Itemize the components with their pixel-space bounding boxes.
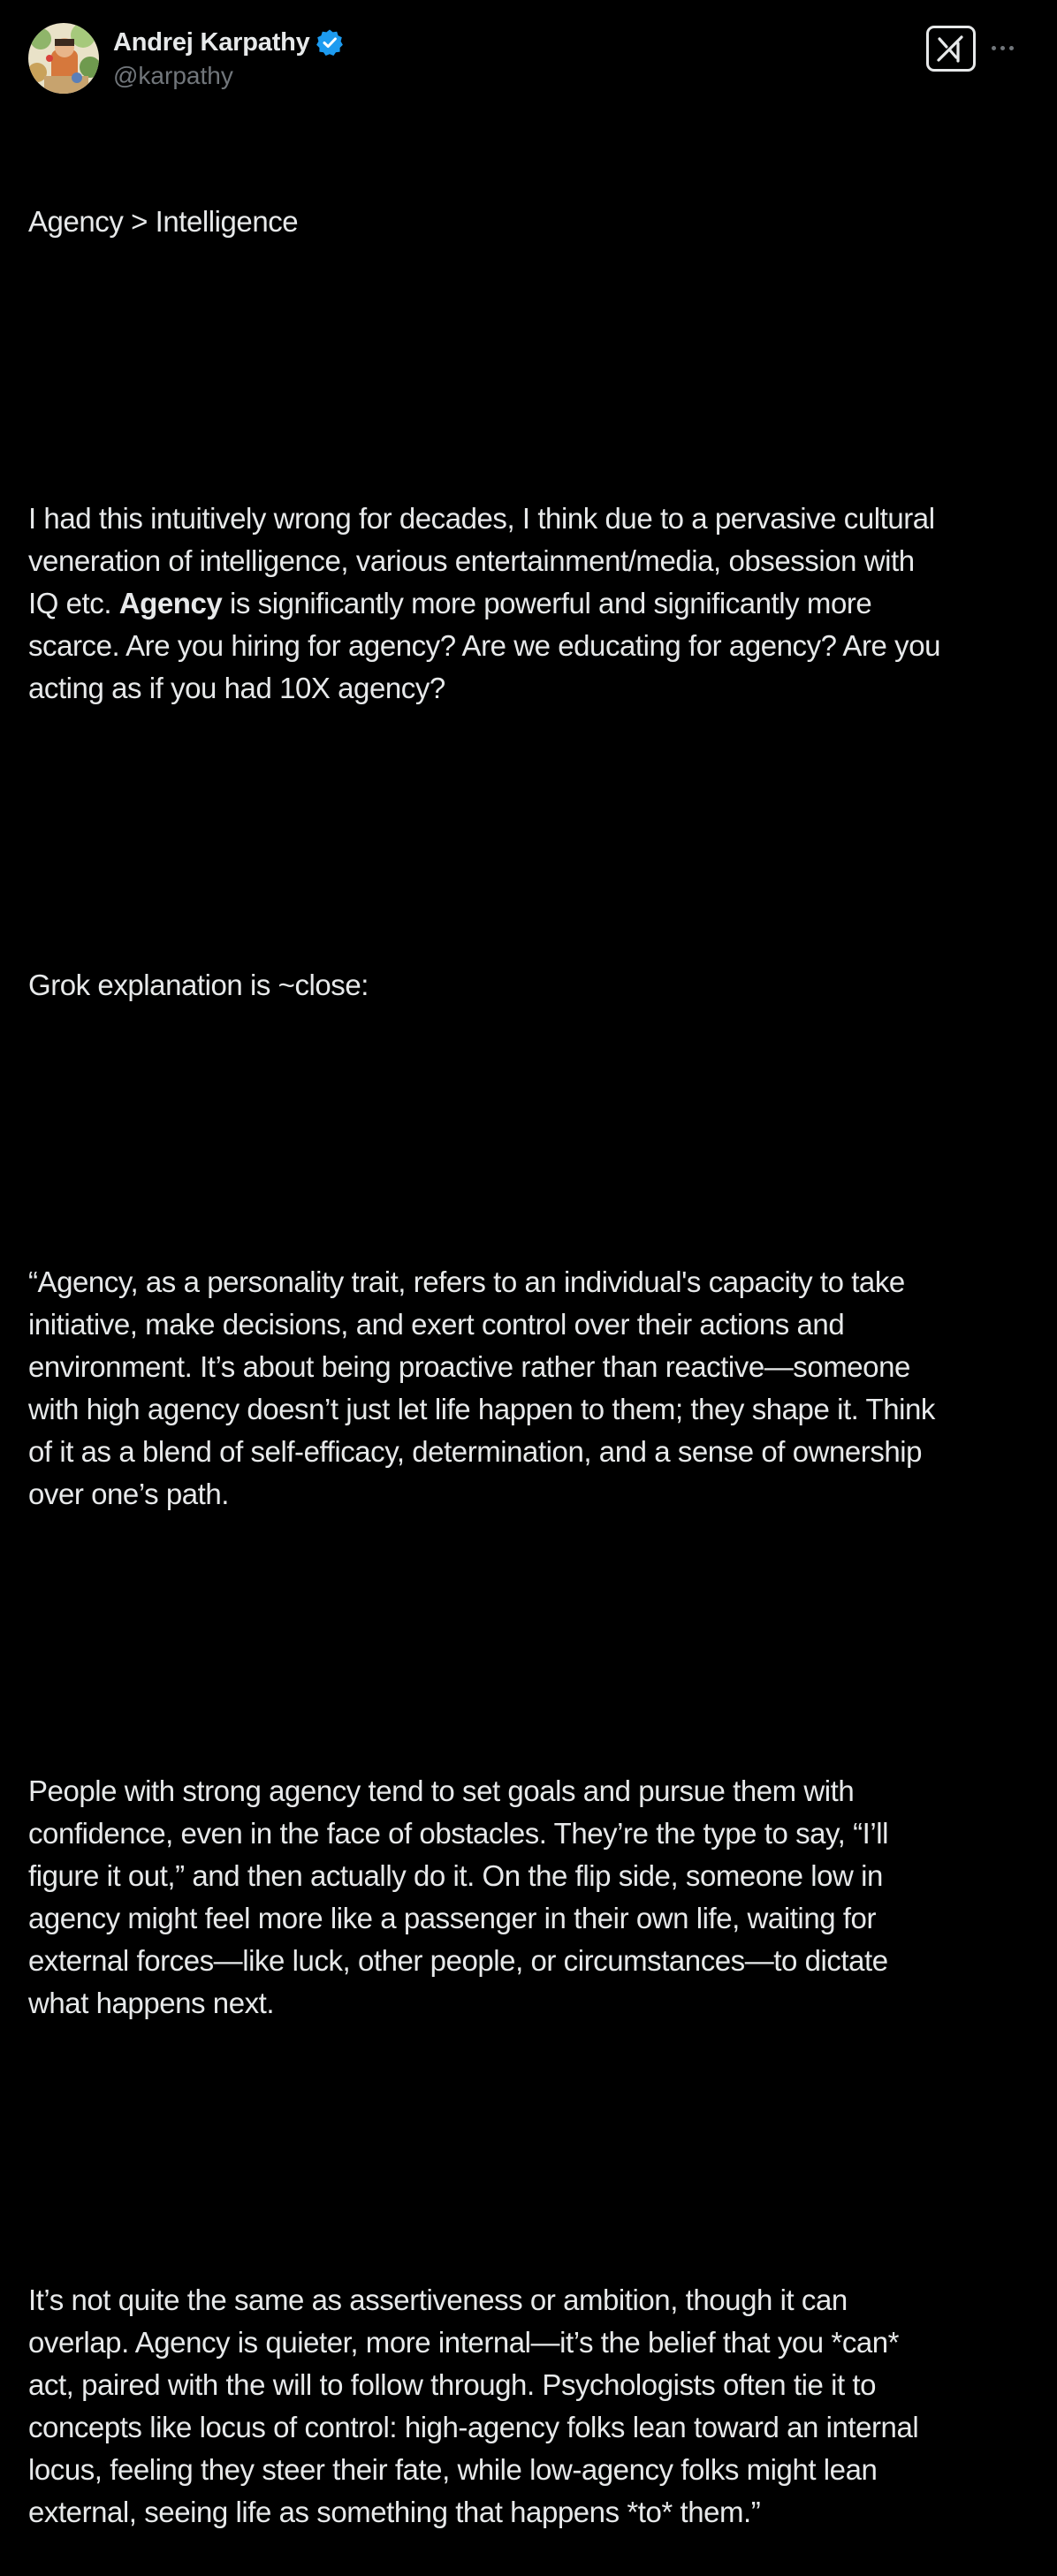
paragraph-2: Grok explanation is ~close:: [28, 969, 369, 1001]
post-header: [28, 23, 1029, 94]
verified-badge-icon: [316, 28, 344, 57]
grok-icon: [935, 34, 967, 64]
post-text: [28, 116, 1036, 2576]
author-handle[interactable]: @karpathy: [113, 62, 233, 89]
paragraph-5: It’s not quite the same as assertiveness or ambition, though it can overlap. Agency is quieter, more internal—it’s the belief that you *can* act, paired with the will to follow through. Psychologists often tie it to concepts like locus of control: high-agency folks lean toward an internal locus, feeling they steer their fate, while low-agency folks might lean external, seeing life as something that happens *to* them.”: [28, 2283, 919, 2528]
illustrated-portrait-avatar: [28, 23, 99, 94]
post-title: Agency > Intelligence: [28, 205, 299, 238]
avatar[interactable]: [28, 23, 99, 94]
more-button[interactable]: [985, 35, 1020, 60]
paragraph-4: People with strong agency tend to set goals and pursue them with confidence, even in the face of obstacles. They’re the type to say, “I’ll figure it out,” and then actually do it. On the flip side, someone low in agency might feel more like a passenger in their own life, waiting for external forces—like luck, other people, or circumstances—to dictate what happens next.: [28, 1774, 888, 2019]
grok-button[interactable]: [926, 26, 976, 72]
author-name-row: [113, 27, 344, 58]
author-info: [113, 27, 344, 90]
bold-agency: Agency: [118, 587, 223, 619]
paragraph-3: “Agency, as a personality trait, refers to an individual's capacity to take initiative, make decisions, and exert control over their actions and environment. It’s about being proactive rather than reactive—someone with high agency doesn’t just let life happen to them; they shape it. Think of it as a blend of self-efficacy, determination, and a sense of ownership over one’s path.: [28, 1265, 935, 1510]
more-icon: [992, 46, 996, 50]
paragraph-1: I had this intuitively wrong for decades, I think due to a pervasive cultural veneration of intelligence, various entertainment/media, obsession with IQ etc. Agency is significantly more powerful and significantly more scarce. Are you hiring for agency? Are we educating for agency? Are you acting as if you had 10X agency?: [28, 502, 941, 704]
author-display-name[interactable]: Andrej Karpathy: [113, 27, 310, 57]
